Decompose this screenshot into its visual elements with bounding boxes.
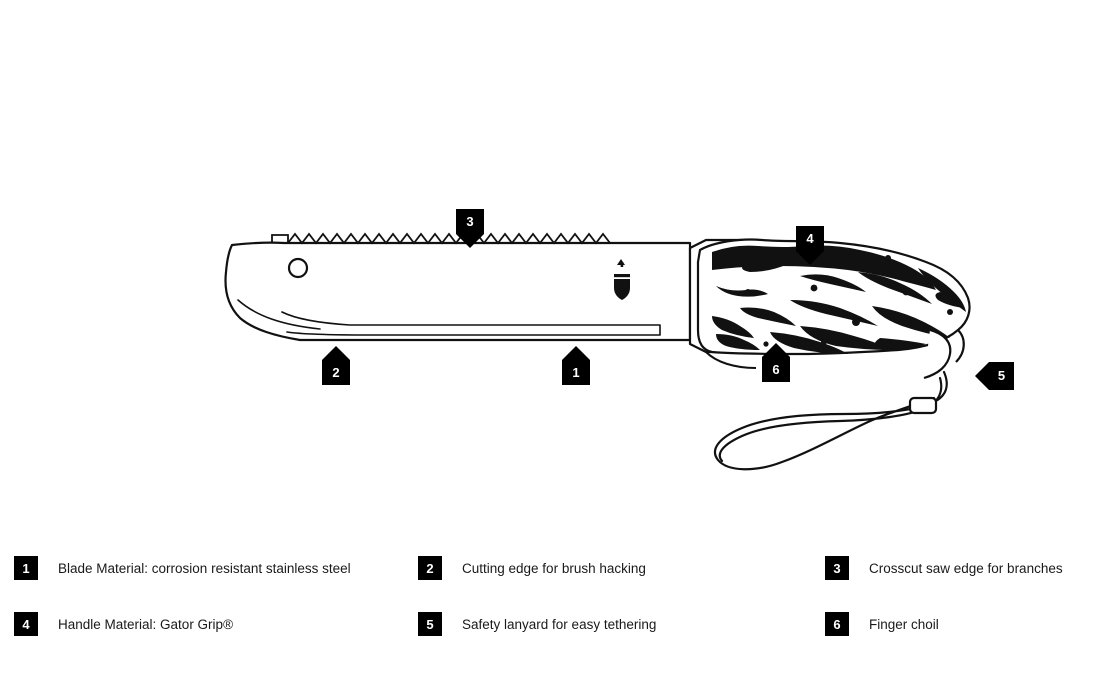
legend-item-4	[0, 596, 407, 652]
legend-item-3	[814, 540, 1099, 596]
legend-row	[0, 540, 1099, 596]
callout-label-2: 2	[332, 365, 340, 380]
callout-label-4: 4	[806, 231, 814, 246]
legend-text-2: Cutting edge for brush hacking	[462, 560, 646, 576]
legend-text-1: Blade Material: corrosion resistant stainless steel	[58, 560, 351, 576]
legend-text-5: Safety lanyard for easy tethering	[462, 616, 657, 632]
legend-row	[0, 596, 1099, 652]
legend-text-4: Handle Material: Gator Grip®	[58, 616, 234, 632]
legend-item-2	[407, 540, 814, 596]
callout-marker-2	[322, 346, 350, 385]
legend-badge-4: 4	[14, 612, 38, 636]
legend-item-1	[0, 540, 407, 596]
callout-label-1: 1	[572, 365, 580, 380]
legend-badge-1: 1	[14, 556, 38, 580]
legend-badge-6: 6	[825, 612, 849, 636]
legend-badge-5: 5	[418, 612, 442, 636]
crosscut-saw-teeth	[272, 234, 610, 243]
legend-badge-2: 2	[418, 556, 442, 580]
callout-label-3: 3	[466, 214, 474, 229]
handle-pommel	[924, 330, 964, 378]
callout-marker-1	[562, 346, 590, 385]
legend-text-3: Crosscut saw edge for branches	[869, 560, 1063, 576]
callout-marker-5	[975, 362, 1014, 390]
legend-item-5	[407, 596, 814, 652]
callout-label-5: 5	[997, 368, 1006, 383]
callout-label-6: 6	[772, 362, 780, 377]
legend-text-6: Finger choil	[869, 616, 939, 632]
legend-badge-3: 3	[825, 556, 849, 580]
blade-hole	[289, 259, 307, 277]
legend	[0, 540, 1099, 670]
safety-lanyard	[715, 372, 947, 469]
legend-item-6	[814, 596, 1099, 652]
